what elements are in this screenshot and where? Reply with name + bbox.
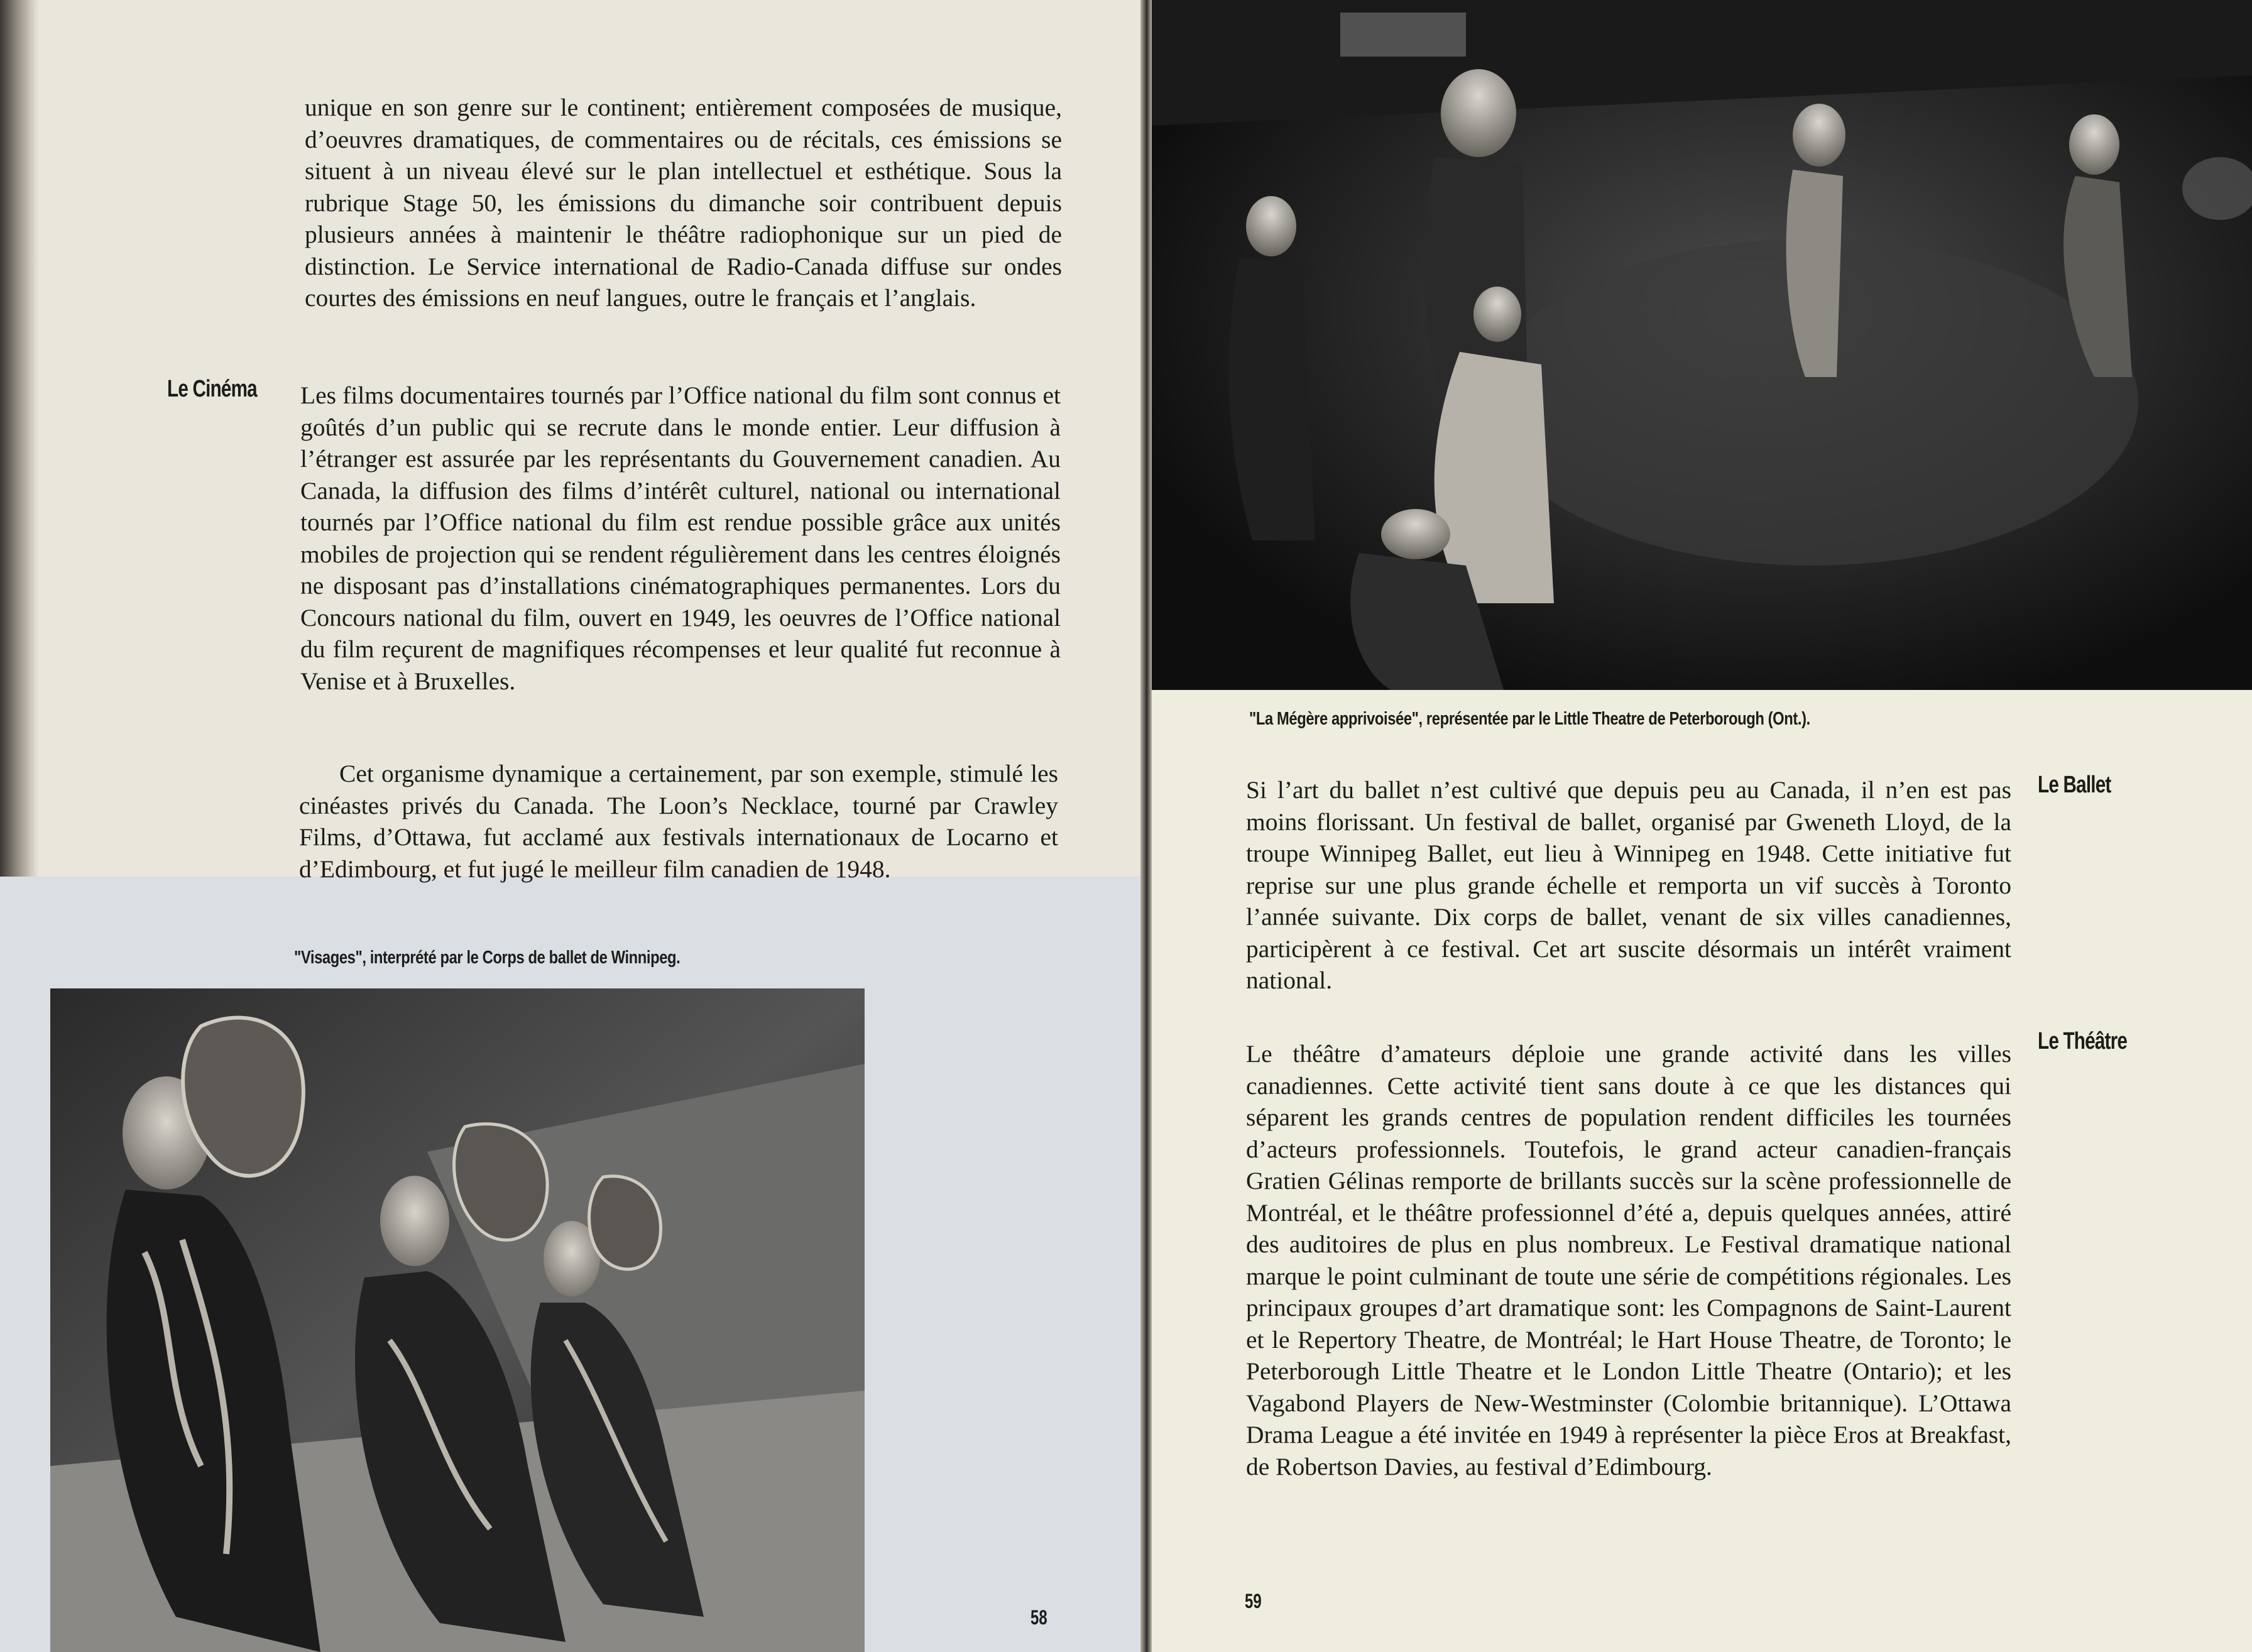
page-number-59: 59 <box>1245 1590 1262 1612</box>
photo-visages-ballet <box>50 988 865 1652</box>
photo-megere-apprivoisee <box>1152 0 2252 690</box>
paragraph-cinema-1: Les films documentaires tournés par l’Office national du film sont connus et goûtés d’un public qui se recrute dans le monde entier. Leur diffusion à l’étranger est assurée par les représentants du Gouvernement canadien. Au Canada, la diffusion des films d’intérêt culturel, national ou international tournés par l’Office national du film est rendue possible grâce aux unités mobiles de projection qui se rendent régulièrement dans les centres éloignés ne disposant pas d’installations cinématographiques permanentes. Lors du Concours national du film, ouvert en 1949, les oeuvres de l’Office national du film reçurent de magnifiques récompenses et leur qualité fut reconnue à Venise et à Bruxelles. <box>300 381 1061 695</box>
heading-theatre: Le Théâtre <box>2038 1028 2128 1054</box>
right-page <box>1152 0 2252 1652</box>
paragraph-ballet: Si l’art du ballet n’est cultivé que depuis peu au Canada, il n’en est pas moins florissant. Un festival de ballet, organisé par Gweneth Lloyd, de la troupe Winnipeg Ballet, eut lieu à Winnipeg en 1948. Cette initiative fut reprise sur une plus grande échelle et remporta un vif succès à Toronto l’année suivante. Dix corps de ballet, venant de six villes canadiennes, participèrent à ce festival. Cet art suscite désormais un intérêt vraiment national. <box>1246 776 2011 994</box>
caption-visages: "Visages", interprété par le Corps de ballet de Winnipeg. <box>294 948 681 968</box>
page-number-58: 58 <box>1030 1606 1047 1629</box>
caption-megere: "La Mégère apprivoisée", représentée par le Little Theatre de Peterborough (Ont.). <box>1249 709 1810 729</box>
heading-ballet: Le Ballet <box>2038 772 2111 798</box>
paragraph-radio: unique en son genre sur le continent; entièrement composées de musique, d’oeuvres dramatiques, de commentaires ou de récitals, ces émissions se situent à un niveau élevé sur le plan intellectuel et esthétique. Sous la rubrique Stage 50, les émissions du dimanche soir contribuent depuis plusieurs années à maintenir le théâtre radiophonique sur un pied de distinction. Le Service international de Radio-Canada diffuse sur ondes courtes des émissions en neuf langues, outre le français et l’anglais. <box>305 94 1062 312</box>
heading-cinema: Le Cinéma <box>167 376 257 402</box>
book-spine <box>1140 0 1152 1652</box>
photo-megere-image <box>1152 0 2252 690</box>
paragraph-theatre: Le théâtre d’amateurs déploie une grande activité dans les villes canadiennes. Cette activité tient sans doute à ce que les distances qui séparent les grands centres de population rendent difficiles les tournées d’acteurs professionnels. Toutefois, le grand acteur canadien-français Gratien Gélinas remporte de brillants succès sur la scène professionnelle de Montréal, et le théâtre professionnel d’été a, depuis quelques années, attiré des auditoires de plus en plus nombreux. Le Festival dramatique national marque le point culminant de toute une série de compétitions régionales. Les principaux groupes d’art dramatique sont: les Compagnons de Saint-Laurent et le Repertory Theatre, de Montréal; le Hart House Theatre, de Toronto; le Peterborough Little Theatre et le London Little Theatre (Ontario); et les Vagabond Players de New-Westminster (Colombie britannique). L’Ottawa Drama League a été invitée en 1949 à représenter la pièce Eros at Breakfast, de Robertson Davies, au festival d’Edimbourg. <box>1246 1040 2011 1480</box>
paragraph-cinema-2: Cet organisme dynamique a certainement, par son exemple, stimulé les cinéastes privés du Canada. The Loon’s Necklace, tourné par Crawley Films, d’Ottawa, fut acclamé aux festivals internationaux de Locarno et d’Edimbourg, et fut jugé le meilleur film canadien de 1948. <box>299 760 1058 883</box>
photo-visages-image <box>50 988 865 1652</box>
